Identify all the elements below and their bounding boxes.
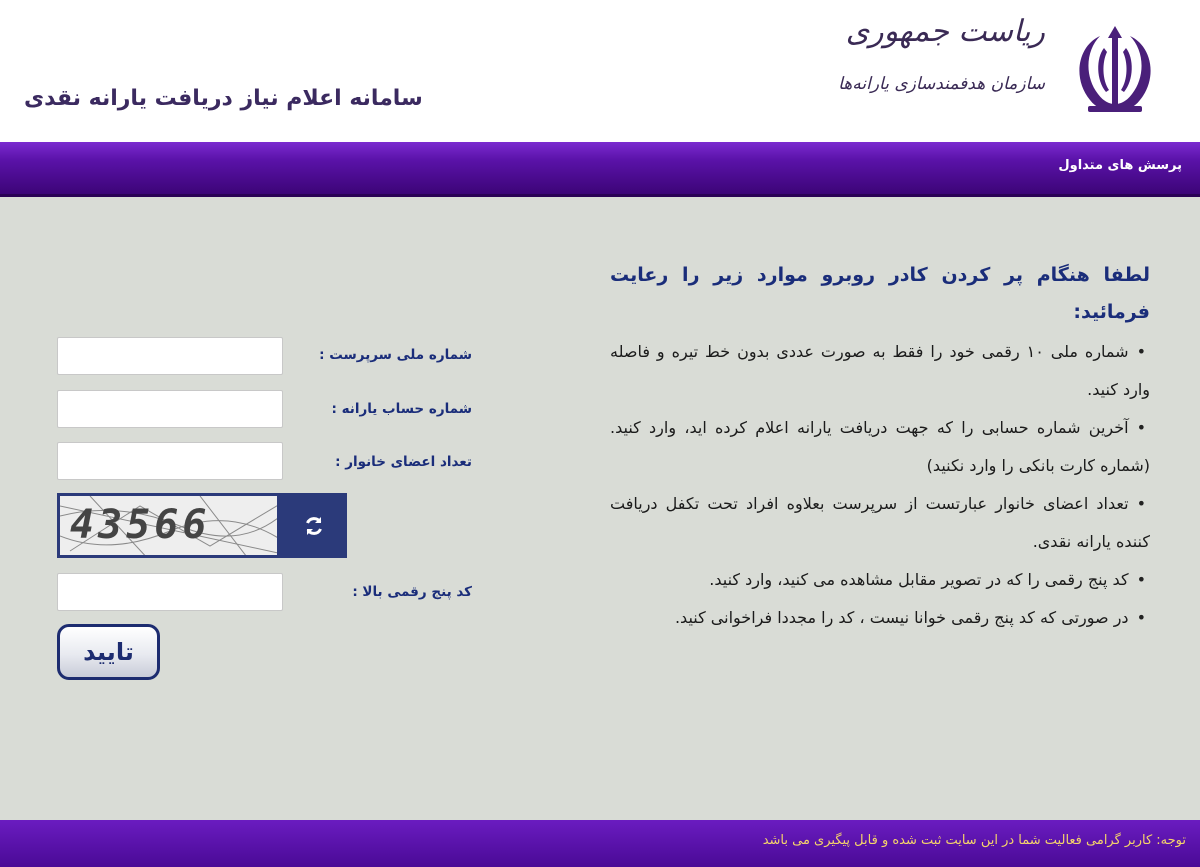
instruction-text: کد پنج رقمی را که در تصویر مقابل مشاهده می کنید، وارد کنید.	[709, 570, 1129, 589]
captcha-box	[57, 493, 347, 558]
instruction-text: آخرین شماره حسابی را که جهت دریافت یارانه اعلام کرده اید، وارد کنید. (شماره کارت بانکی را وارد نکنید)	[610, 418, 1150, 475]
account-label: شماره حساب یارانه :	[331, 401, 472, 417]
bullet-icon: •	[1136, 608, 1146, 627]
family-count-input[interactable]	[57, 442, 283, 480]
registration-form	[0, 197, 600, 820]
captcha-label: کد پنج رقمی بالا :	[352, 584, 472, 600]
page-title: سامانه اعلام نیاز دریافت یارانه نقدی	[24, 86, 423, 111]
footer-notice: توجه: کاربر گرامی فعالیت شما در این سایت ثبت شده و قابل پیگیری می باشد	[762, 833, 1186, 848]
national-id-label: شماره ملی سرپرست :	[319, 347, 472, 363]
captcha-input[interactable]	[57, 573, 283, 611]
family-count-label: تعداد اعضای خانوار :	[335, 454, 472, 470]
instruction-text: در صورتی که کد پنج رقمی خوانا نیست ، کد را مجددا فراخوانی کنید.	[674, 608, 1129, 627]
bullet-icon: •	[1136, 418, 1146, 437]
bullet-icon: •	[1136, 494, 1146, 513]
captcha-code: 43566	[70, 502, 211, 548]
main-content	[0, 197, 1200, 820]
footer	[0, 820, 1200, 867]
list-item	[610, 409, 1150, 485]
header	[0, 0, 1200, 142]
national-id-input[interactable]	[57, 337, 283, 375]
org-title: ریاست جمهوری	[845, 14, 1045, 49]
list-item	[610, 485, 1150, 561]
submit-button[interactable]: تایید	[57, 624, 160, 680]
account-input[interactable]	[57, 390, 283, 428]
instructions-list	[610, 333, 1150, 637]
captcha-refresh-button[interactable]	[280, 493, 347, 558]
instructions-panel	[610, 257, 1150, 637]
navbar	[0, 142, 1200, 197]
bullet-icon: •	[1136, 342, 1147, 361]
list-item	[610, 333, 1150, 409]
list-item	[610, 561, 1150, 599]
faq-link[interactable]: پرسش های متداول	[1058, 158, 1182, 173]
bullet-icon: •	[1136, 570, 1146, 589]
list-item	[610, 599, 1150, 637]
instruction-text: شماره ملی ۱۰ رقمی خود را فقط به صورت عددی بدون خط تیره و فاصله وارد کنید.	[610, 342, 1150, 399]
instructions-heading: لطفا هنگام پر کردن کادر روبرو موارد زیر را رعایت فرمائید:	[610, 264, 1150, 323]
captcha-image	[57, 493, 280, 558]
iran-emblem-logo	[1060, 18, 1170, 118]
refresh-icon	[303, 515, 325, 537]
instruction-text: تعداد اعضای خانوار عبارتست از سرپرست بعلاوه افراد تحت تکفل دریافت کننده یارانه نقدی.	[610, 494, 1150, 551]
org-subtitle: سازمان هدفمندسازی یارانه‌ها	[838, 74, 1045, 94]
